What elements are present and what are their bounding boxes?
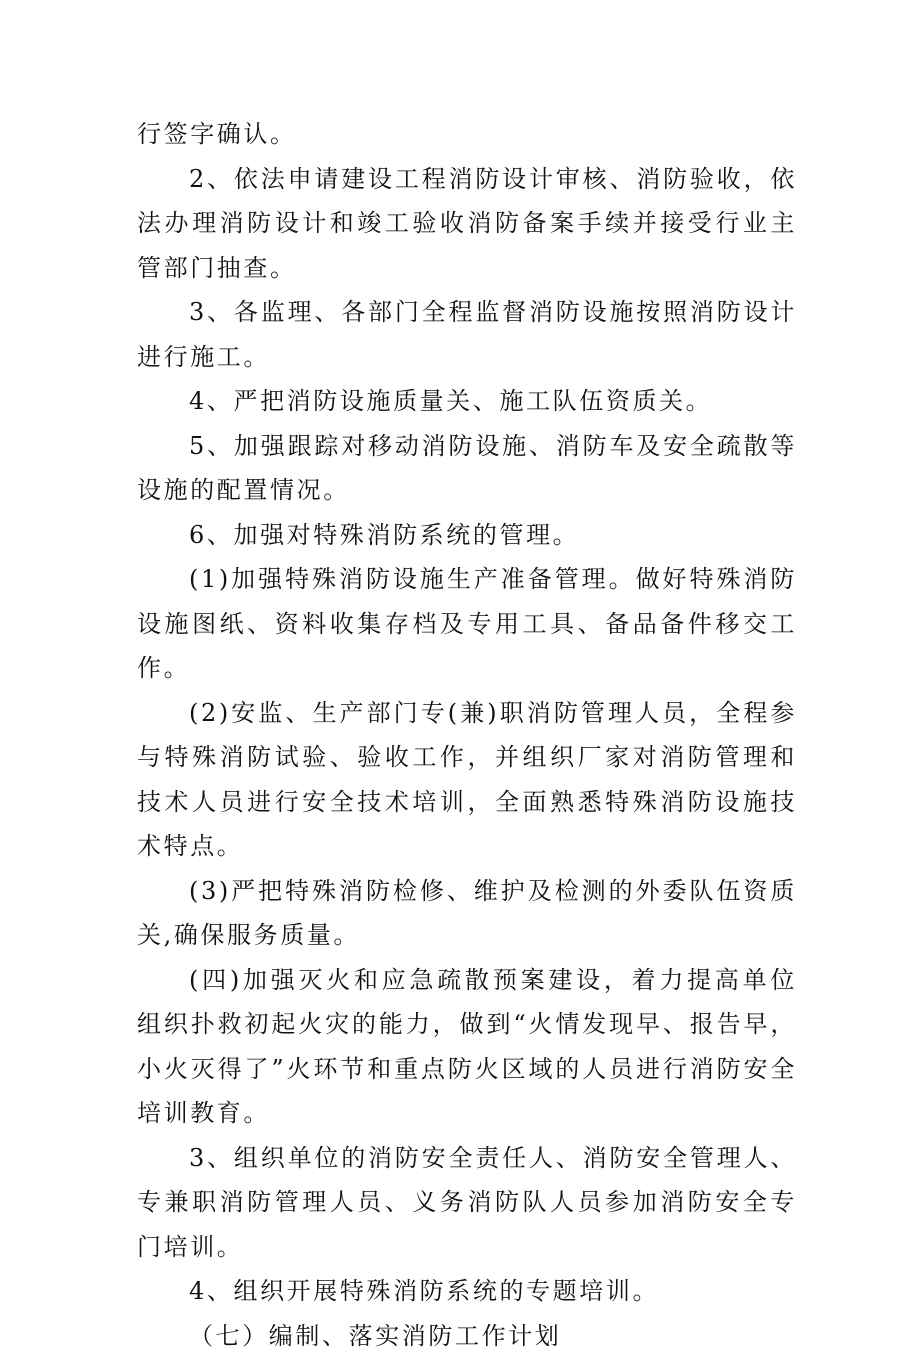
- document-body: [137, 112, 797, 1358]
- paragraph-section-4: (四)加强灭火和应急疏散预案建设，着力提高单位组织扑救初起火灾的能力，做到“火情发现早、报告早，小火灭得了”火环节和重点防火区域的人员进行消防安全培训教育。: [137, 958, 797, 1136]
- paragraph-subitem-2: (2)安监、生产部门专(兼)职消防管理人员，全程参与特殊消防试验、验收工作，并组织厂家对消防管理和技术人员进行安全技术培训，全面熟悉特殊消防设施技术特点。: [137, 691, 797, 869]
- paragraph-subitem-3: (3)严把特殊消防检修、维护及检测的外委队伍资质关,确保服务质量。: [137, 869, 797, 958]
- paragraph-item-4: 4、严把消防设施质量关、施工队伍资质关。: [137, 379, 797, 424]
- paragraph-item-2: 2、依法申请建设工程消防设计审核、消防验收，依法办理消防设计和竣工验收消防备案手续并接受行业主管部门抽查。: [137, 157, 797, 291]
- paragraph-item-6: 6、加强对特殊消防系统的管理。: [137, 513, 797, 558]
- paragraph-subitem-1: (1)加强特殊消防设施生产准备管理。做好特殊消防设施图纸、资料收集存档及专用工具、备品备件移交工作。: [137, 557, 797, 691]
- paragraph-continuation: 行签字确认。: [137, 112, 797, 157]
- section-heading-7: （七）编制、落实消防工作计划: [137, 1314, 797, 1358]
- paragraph-training-3: 3、组织单位的消防安全责任人、消防安全管理人、专兼职消防管理人员、义务消防队人员参加消防安全专门培训。: [137, 1136, 797, 1270]
- paragraph-item-5: 5、加强跟踪对移动消防设施、消防车及安全疏散等设施的配置情况。: [137, 424, 797, 513]
- paragraph-training-4: 4、组织开展特殊消防系统的专题培训。: [137, 1269, 797, 1314]
- paragraph-item-3: 3、各监理、各部门全程监督消防设施按照消防设计进行施工。: [137, 290, 797, 379]
